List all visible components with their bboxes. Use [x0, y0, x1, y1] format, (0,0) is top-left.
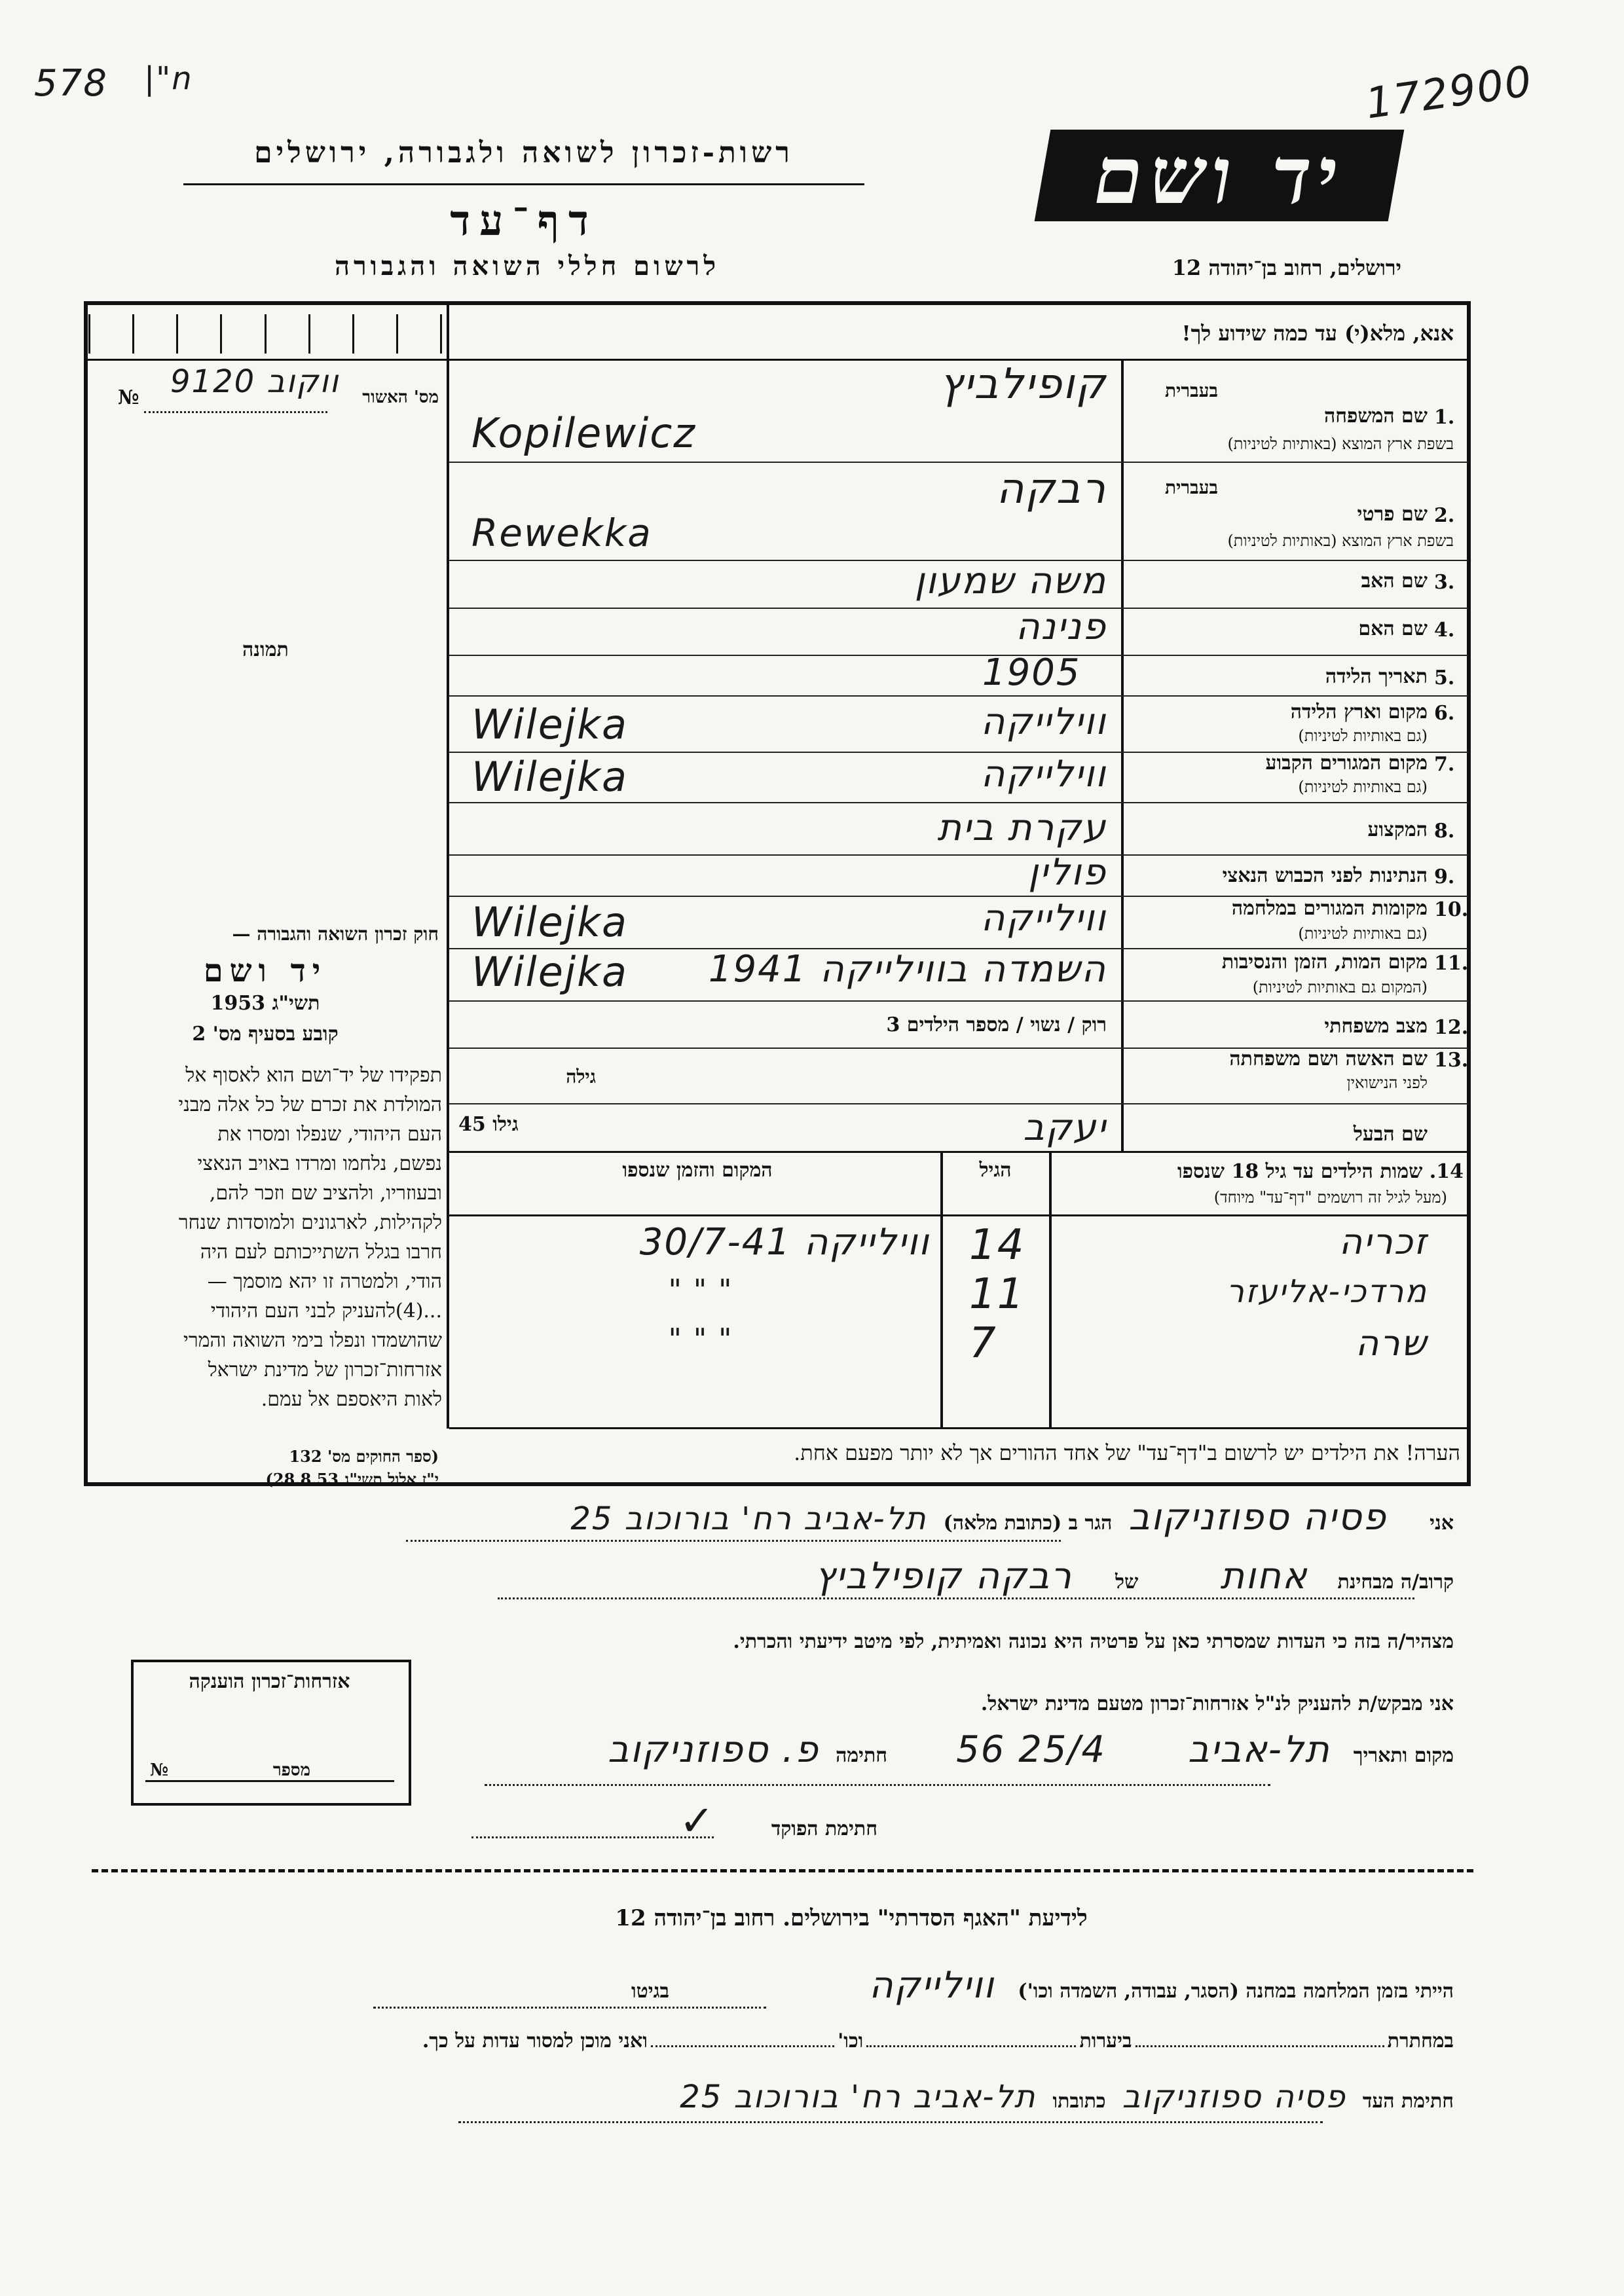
field-1-number: 1. — [1434, 406, 1455, 429]
footer-line-1 — [92, 1964, 1454, 2016]
footer-ready: ואני מוכן למסור עדות על כך. — [422, 2030, 648, 2052]
field-5-hebrew-value: 1905 — [982, 651, 1081, 694]
decl-relation-label: קרוב/ה מבחינת — [1337, 1571, 1454, 1594]
footer-etc: וכו' — [838, 2030, 864, 2052]
field-4-number: 4. — [1434, 619, 1455, 642]
field-1-latin-value: Kopilewicz — [471, 409, 696, 457]
field-1-rule — [449, 462, 1468, 463]
law-text-line: העם היהודי, שנפלו ומסרו את — [217, 1123, 442, 1146]
child-age: 14 — [969, 1221, 1025, 1269]
field-9-hebrew-value: פולין — [1028, 851, 1107, 894]
decl-date: 25/4 56 — [956, 1728, 1106, 1771]
child-name: שרה — [1355, 1322, 1428, 1364]
footer-line-1-dots — [373, 2007, 766, 2009]
law-text-line: לאות היאספם אל עמם. — [261, 1388, 442, 1411]
decl-place-date — [419, 1728, 1454, 1787]
law-text-line: הודי, ולמטרה זו יהא מוסמך — — [207, 1270, 442, 1293]
children-col-age: הגיל — [979, 1159, 1012, 1182]
field-10-hebrew-value: ווילייקה — [980, 897, 1107, 939]
footer-line-3 — [92, 2079, 1454, 2131]
field-3-number: 3. — [1434, 571, 1455, 594]
field-6-latin-value: Wilejka — [471, 701, 629, 748]
footer-address-label: כתובתו — [1052, 2090, 1106, 2113]
children-age-divider — [940, 1152, 943, 1427]
field-1-label: שם המשפחה — [1323, 405, 1428, 428]
field-2-number: 2. — [1434, 504, 1455, 527]
law-ref-1: (ספר החוקים מס' 132 — [289, 1447, 439, 1466]
form-subtitle: לרשום חללי השואה והגבורה — [334, 251, 720, 282]
stamp-number-label: מספר — [272, 1760, 310, 1780]
field-7-hebrew-value: ווילייקה — [980, 753, 1107, 795]
officer-sign-row — [458, 1797, 877, 1850]
law-text-line: תפקידו של יד־ושם הוא לאסוף אל — [185, 1064, 442, 1087]
children-sub: (מעל לגיל זה רושמים "דף־עד" מיוחד) — [1213, 1188, 1447, 1207]
field-13-sub: לפני הנישואין — [1346, 1074, 1428, 1092]
decl-line-2-dots — [498, 1597, 1414, 1599]
footer-ghetto-label: בגיטו — [631, 1980, 669, 2003]
field-11-rule — [449, 1000, 1468, 1002]
decl-relation: אחות — [1220, 1555, 1308, 1597]
footer-blank-2 — [866, 2045, 1076, 2047]
instructions: אנא, מלא(י) עד כמה שידוע לך! — [1181, 321, 1454, 346]
footer-witness-label: חתימת העד — [1362, 2090, 1454, 2113]
approval-label: מס' האשור — [362, 388, 439, 407]
field-2-tag: בעברית — [1164, 477, 1218, 498]
photo-label: תמונה — [242, 638, 289, 661]
law-text-line: ובעוזריו, ולהציב שם וזכר להם, — [209, 1182, 442, 1205]
field-5-label: תאריך הלידה — [1325, 665, 1428, 688]
field-6-label: מקום וארץ הלידה — [1290, 701, 1428, 723]
footer-underground: במחתרת — [1387, 2030, 1454, 2052]
law-ref-2: י"ז אלול תשי"ג 28.8.53) — [265, 1470, 439, 1489]
child-place: ווילייקה 30/7-41 — [639, 1221, 930, 1264]
field-1-hebrew-value: קופילביץ — [939, 360, 1107, 409]
child-age: 11 — [969, 1270, 1025, 1319]
field-2-label: שם פרטי — [1357, 503, 1428, 526]
field-7-number: 7. — [1434, 753, 1455, 776]
signature-label: חתימה — [836, 1744, 888, 1767]
field-10-sub: (גם באותיות לטיניות) — [1298, 924, 1428, 943]
decl-prefix: אני — [1430, 1512, 1454, 1535]
stamp-title: אזרחות־זכרון הוענקה — [189, 1670, 350, 1693]
field-2-hebrew-value: רבקה — [996, 465, 1107, 513]
note-text: הערה! את הילדים יש לרשום ב"דף־עד" של אחד ההורים אך לא יותר מפעם אחת. — [794, 1440, 1460, 1465]
law-text-line: אזרחות־זכרון של מדינת ישראל — [208, 1358, 442, 1381]
children-bottom-rule — [449, 1427, 1468, 1429]
law-logo: יד ושם — [203, 953, 327, 989]
field-13-rule — [449, 1103, 1468, 1104]
children-title: 14. שמות הילדים עד גיל 18 שנספו — [1177, 1160, 1464, 1183]
field-6-sub: (גם באותיות לטיניות) — [1298, 727, 1428, 745]
place-date-label: מקום ותאריך — [1353, 1744, 1454, 1767]
field-13-number: 13. — [1434, 1049, 1469, 1072]
decl-line-1-dots — [406, 1540, 1061, 1542]
field-2-latin-value: Rewekka — [471, 511, 652, 555]
field-4-label: שם האם — [1358, 617, 1428, 640]
field-11-number: 11. — [1434, 952, 1469, 975]
law-text-line: לקהילות, לארגונים ולמוסדות שנחר — [178, 1211, 442, 1234]
approval-dotted-line — [144, 411, 327, 413]
approval-tick-boxes — [88, 314, 442, 354]
field-husband-value: יעקב — [1023, 1106, 1107, 1149]
children-name-divider — [1049, 1152, 1052, 1427]
decl-victim-name: רבקה קופילביץ — [815, 1555, 1073, 1597]
field-10-label: מקומות המגורים במלחמה — [1231, 897, 1428, 920]
footer-witness-address: תל-אביב רח' בורוכוב 25 — [680, 2079, 1037, 2115]
footer-camp-label: הייתי בזמן המלחמה במחנה (הסגר, עבודה, השמדה וכו') — [1018, 1980, 1454, 2003]
field-5-number: 5. — [1434, 666, 1455, 689]
decl-mid: הגר ב (כתובת מלאה) — [943, 1512, 1113, 1535]
stamp-number-line — [145, 1780, 394, 1782]
field-8-label: המקצוע — [1367, 818, 1428, 841]
declaration-line-2 — [92, 1555, 1454, 1607]
stamp-number-mark: № — [150, 1760, 169, 1780]
ref-mark-handwritten: |"n — [144, 60, 193, 97]
field-11-label: מקום המות, הזמן והנסיבות — [1221, 951, 1428, 974]
field-7-latin-value: Wilejka — [471, 753, 629, 801]
footer-line-3-dots — [458, 2121, 1323, 2123]
field-10-latin-value: Wilejka — [471, 898, 629, 946]
footer-camp-value: ווילייקה — [869, 1964, 995, 2007]
logo-text: יד ושם — [1086, 129, 1353, 222]
field-12-number: 12. — [1434, 1016, 1469, 1039]
field-husband-label: שם הבעל — [1353, 1123, 1428, 1146]
footer-forests: ביערות — [1079, 2030, 1132, 2052]
authority-title: רשות-זכרון לשואה ולגבורה, ירושלים — [254, 136, 794, 170]
top-handwritten-number: 172900 — [1363, 57, 1536, 129]
child-name: מרדכי-אליעזר — [1226, 1273, 1428, 1310]
footer-title: לידיעת "האגף הסדרתי" בירושלים. רחוב בן־יהודה 12 — [615, 1905, 1088, 1931]
law-text — [92, 1061, 442, 1414]
decl-request: אני מבקש/ת להעניק לנ"ל אזרחות־זכרון מטעם מדינת ישראל. — [980, 1692, 1454, 1715]
field-11-latin-value: Wilejka — [471, 948, 629, 996]
child-place: " " " — [668, 1322, 733, 1356]
field-13-value: גילה — [566, 1066, 596, 1087]
field-9-label: הנתינות לפני הכבוש הנאצי — [1222, 864, 1428, 887]
law-year: תשי"ג 1953 — [210, 992, 320, 1015]
decl-name: פסיה ספוזניקוב — [1128, 1496, 1388, 1539]
field-10-number: 10. — [1434, 898, 1469, 921]
left-panel-divider — [447, 302, 449, 1429]
officer-signature: ✓ — [679, 1797, 716, 1846]
decl-place: תל-אביב — [1188, 1728, 1331, 1771]
field-7-label: מקום המגורים הקבוע — [1265, 752, 1428, 774]
field-8-number: 8. — [1434, 820, 1455, 843]
field-husband-age: גילו 45 — [458, 1113, 519, 1136]
child-place: " " " — [668, 1273, 733, 1307]
decl-address: תל-אביב רח' בורוכוב 25 — [570, 1501, 927, 1537]
law-section: קובע בסעיף מס' 2 — [192, 1023, 339, 1046]
footer-separator — [92, 1869, 1473, 1872]
memorial-citizenship-stamp — [131, 1660, 411, 1806]
officer-label: חתימת הפוקד — [771, 1817, 877, 1840]
form-title: דף־עד — [450, 196, 598, 246]
field-1-sub: בשפת ארץ המוצא (באותיות לטיניות) — [1227, 435, 1454, 453]
field-4-hebrew-value: פנינה — [1016, 606, 1107, 648]
law-text-line: המולדת את זכרם של כל אלה מבני — [178, 1093, 442, 1116]
field-7-sub: (גם באותיות לטיניות) — [1298, 778, 1428, 796]
decl-sign-dots — [485, 1784, 1270, 1786]
field-5-rule — [449, 695, 1468, 697]
field-husband-rule — [449, 1151, 1468, 1153]
field-7-rule — [449, 802, 1468, 803]
law-text-line: ...(4)להעניק לבני העם היהודי — [210, 1300, 442, 1322]
ref-number-handwritten: 578 — [34, 62, 108, 105]
law-text-line: נפשם, נלחמו ומרדו באויב הנאצי — [197, 1152, 442, 1175]
footer-witness-sig: פסיה ספוזניקוב — [1122, 2079, 1346, 2115]
child-age: 7 — [969, 1319, 997, 1368]
field-1-tag: בעברית — [1164, 380, 1218, 401]
field-12-label: מצב משפחתי — [1324, 1015, 1428, 1038]
address: ירושלים, רחוב בן־יהודה 12 — [1172, 255, 1401, 280]
authority-underline — [183, 183, 864, 185]
field-8-hebrew-value: עקרת בית — [937, 807, 1107, 849]
footer-blank-3 — [651, 2045, 834, 2047]
field-6-hebrew-value: ווילייקה — [980, 701, 1107, 743]
field-3-hebrew-value: משה שמעון — [914, 560, 1107, 602]
law-title: חוק זכרון השואה והגבורה — — [232, 923, 439, 945]
field-2-sub: בשפת ארץ המוצא (באותיות לטיניות) — [1227, 532, 1454, 550]
field-9-number: 9. — [1434, 866, 1455, 888]
field-13-label: שם האשה ושם משפחתה — [1229, 1048, 1428, 1070]
footer-line-2 — [92, 2030, 1454, 2069]
decl-signature: פ. ספוזניקוב — [608, 1728, 819, 1771]
footer-blank-1 — [1135, 2045, 1384, 2047]
yad-vashem-logo — [1035, 130, 1405, 221]
field-6-number: 6. — [1434, 702, 1455, 725]
approval-top-rule — [88, 359, 447, 361]
field-3-label: שם האב — [1361, 570, 1428, 592]
decl-of: של — [1115, 1571, 1139, 1594]
field-4-rule — [449, 655, 1468, 656]
approval-handwritten: ווקוב 9120 — [170, 363, 340, 400]
field-12-value: רוק / נשוי / מספר הילדים 3 — [886, 1013, 1107, 1036]
decl-statement: מצהיר/ה בזה כי העדות שמסרתי כאן על פרטיה היא נכונה ואמיתית, לפי מיטב ידיעתי והכרתי. — [733, 1630, 1454, 1653]
law-text-line: חרבו בגלל השתייכותם לעם היה — [200, 1241, 442, 1264]
label-column-divider — [1121, 360, 1124, 1152]
law-text-line: שהושמדו ונפלו בימי השואה והמרי — [183, 1329, 442, 1352]
officer-dots — [471, 1836, 714, 1838]
field-11-hebrew-value: השמדה בווילייקה 1941 — [708, 948, 1107, 991]
children-col-place: המקום והזמן שנספו — [622, 1159, 773, 1182]
children-header-rule — [449, 1214, 1468, 1216]
field-11-sub: (המקום גם באותיות לטיניות) — [1252, 978, 1428, 996]
child-name: זכריה — [1338, 1221, 1428, 1262]
approval-no-mark: № — [118, 386, 139, 409]
